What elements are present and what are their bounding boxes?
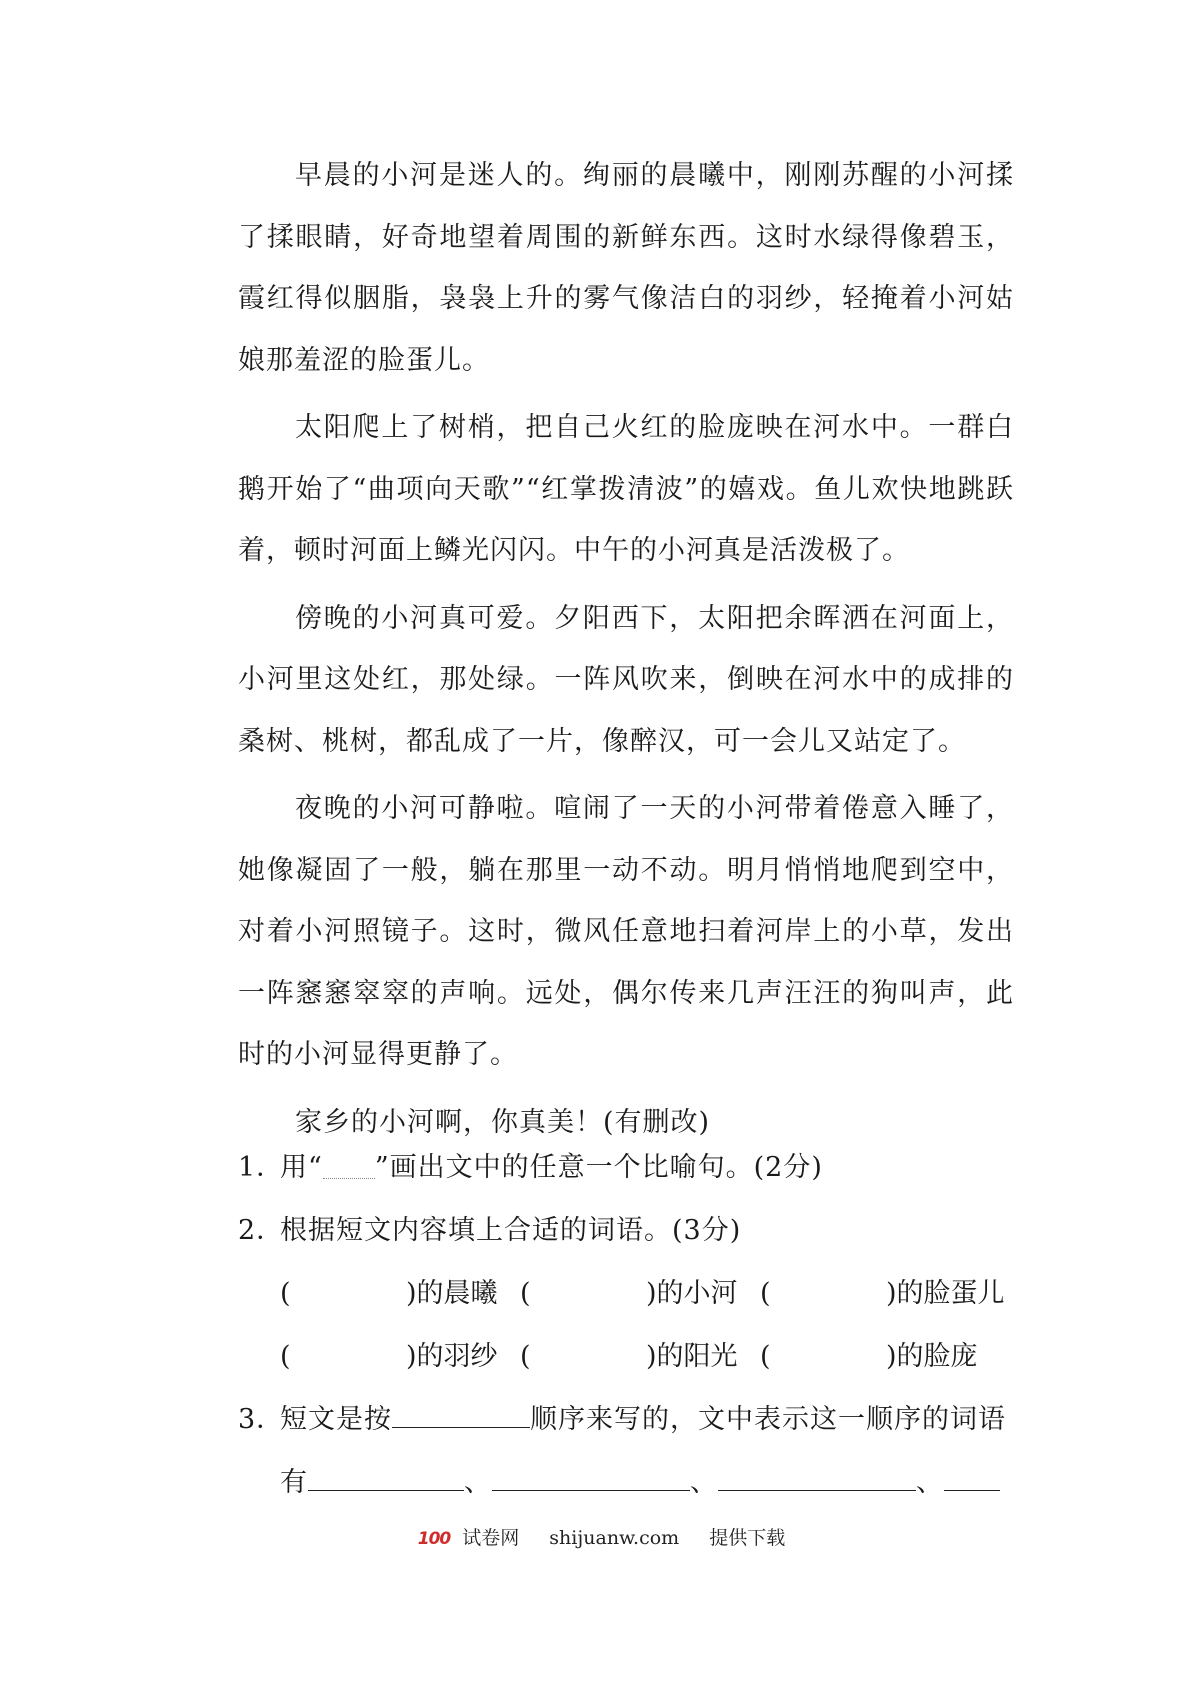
- question-3-pre: 短文是按: [280, 1404, 392, 1435]
- brand-name: 试卷网: [462, 1527, 520, 1549]
- question-number: 2．: [238, 1215, 285, 1246]
- site-brand: [406, 1527, 520, 1549]
- fill-blank[interactable]: ( )的脸庞: [760, 1341, 978, 1372]
- question-list: [238, 1136, 1014, 1514]
- page-footer: [0, 1523, 1191, 1550]
- question-1: [238, 1136, 1014, 1199]
- answer-blank[interactable]: [392, 1403, 530, 1428]
- question-1-post: ”画出文中的任意一个比喻句。(2分): [374, 1152, 823, 1183]
- dotted-underline-sample: [323, 1158, 375, 1179]
- question-2: [238, 1199, 1014, 1262]
- reading-passage: [238, 145, 1014, 1153]
- answer-blank[interactable]: [944, 1466, 1000, 1491]
- answer-blank[interactable]: [308, 1466, 464, 1491]
- question-3-line2-pre: 有: [280, 1467, 308, 1498]
- brand-logo: 100: [417, 1529, 451, 1549]
- passage-paragraph-noon: 太阳爬上了树梢，把自己火红的脸庞映在河水中。一群白鹅开始了“曲项向天歌”“红掌拨清波”的嬉戏。鱼儿欢快地跳跃着，顿时河面上鳞光闪闪。中午的小河真是活泼极了。: [238, 412, 1014, 566]
- passage-paragraph-morning: 早晨的小河是迷人的。绚丽的晨曦中，刚刚苏醒的小河揉了揉眼睛，好奇地望着周围的新鲜东西。这时水绿得像碧玉，霞红得似胭脂，袅袅上升的雾气像洁白的羽纱，轻掩着小河姑娘那羞涩的脸蛋儿。: [238, 160, 1014, 376]
- download-note: 提供下载: [709, 1527, 786, 1549]
- fill-row-2: [238, 1325, 1014, 1388]
- fill-row-1: [238, 1262, 1014, 1325]
- fill-blank[interactable]: ( )的脸蛋儿: [760, 1278, 1005, 1309]
- answer-blank[interactable]: [492, 1466, 690, 1491]
- passage-paragraph-evening: 傍晚的小河真可爱。夕阳西下，太阳把余晖洒在河面上，小河里这处红，那处绿。一阵风吹来，倒映在河水中的成排的桑树、桃树，都乱成了一片，像醉汉，可一会儿又站定了。: [238, 602, 1014, 757]
- question-number: 1．: [238, 1152, 285, 1183]
- site-url[interactable]: shijuanw.com: [549, 1527, 680, 1549]
- fill-blank[interactable]: ( )的晨曦: [280, 1278, 498, 1309]
- fill-blank[interactable]: ( )的羽纱: [280, 1341, 498, 1372]
- fill-blank[interactable]: ( )的小河: [520, 1278, 738, 1309]
- answer-blank[interactable]: [718, 1466, 916, 1491]
- question-number: 3．: [238, 1404, 285, 1435]
- question-2-text: 根据短文内容填上合适的词语。(3分): [280, 1215, 742, 1246]
- question-1-pre: 用“: [280, 1152, 323, 1183]
- question-3-line-2: 有 、 、 、: [238, 1451, 1014, 1514]
- question-3: [238, 1388, 1014, 1451]
- question-3-post: 顺序来写的，文中表示这一顺序的词语: [530, 1404, 1006, 1435]
- fill-blank[interactable]: ( )的阳光: [520, 1341, 738, 1372]
- passage-paragraph-night: 夜晚的小河可静啦。喧闹了一天的小河带着倦意入睡了，她像凝固了一般，躺在那里一动不动。明月悄悄地爬到空中，对着小河照镜子。这时，微风任意地扫着河岸上的小草，发出一阵窸窸窣窣的声响。远处，偶尔传来几声汪汪的狗叫声，此时的小河显得更静了。: [238, 793, 1014, 1070]
- passage-conclusion: 家乡的小河啊，你真美！(有删改): [295, 1106, 711, 1138]
